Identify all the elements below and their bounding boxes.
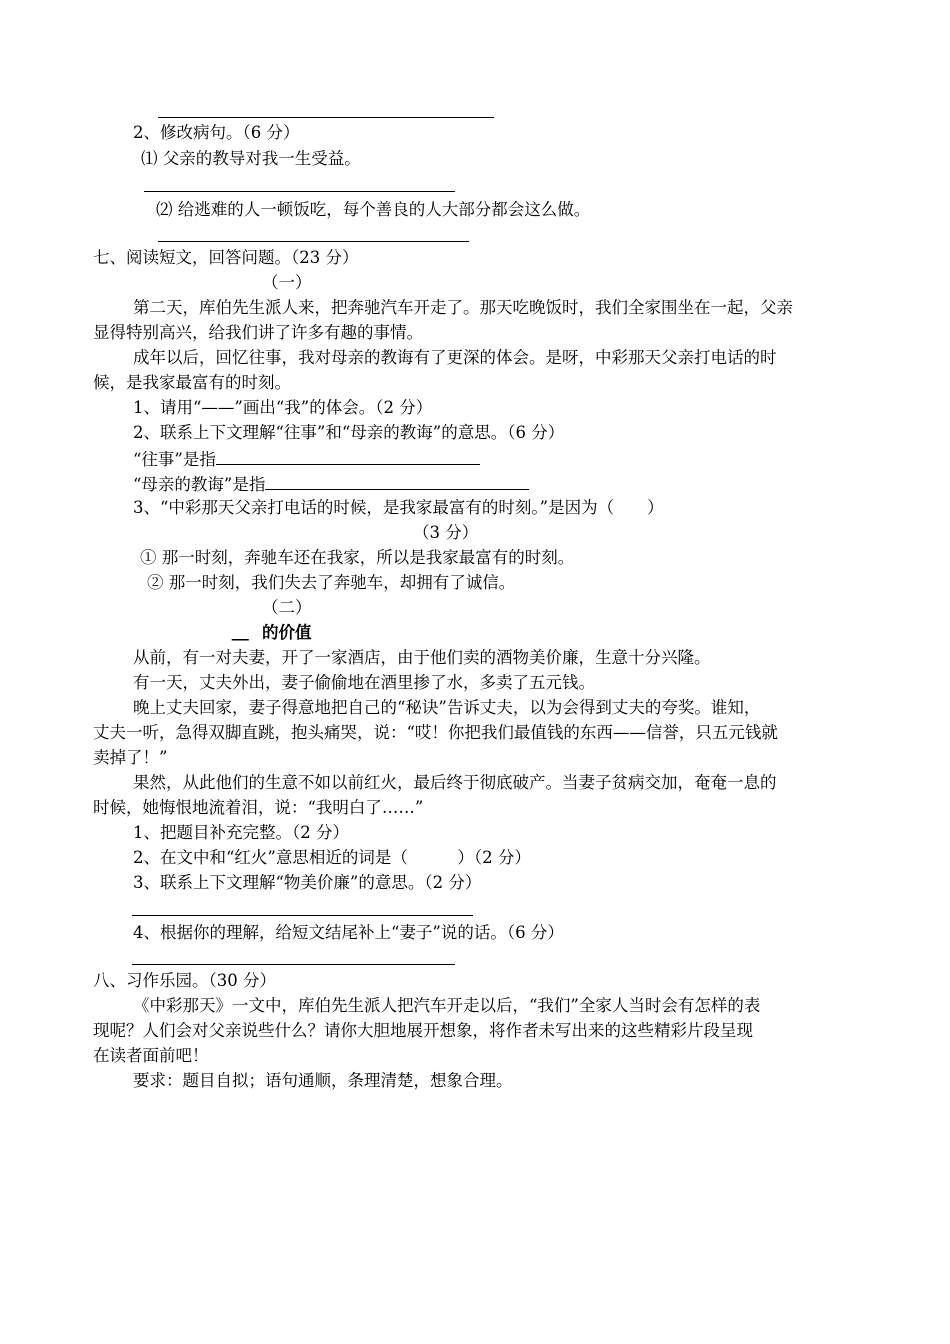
story-paragraph: 晚上丈夫回家，妻子得意地把自己的“秘诀”告诉丈夫，以为会得到丈夫的夸奖。谁知， — [133, 698, 761, 717]
answer-line[interactable] — [132, 915, 473, 916]
question-2-answer-a — [133, 447, 480, 471]
section-7-title: 七、阅读短文，回答问题。（23 分） — [93, 248, 359, 267]
passage-1-line: 成年以后，回忆往事，我对母亲的教诲有了更深的体会。是呀，中彩那天父亲打电话的时 — [133, 348, 777, 367]
answer-prompt: “往事”是指 — [133, 450, 216, 469]
writing-prompt-line: 现呢？人们会对父亲说些什么？请你大胆地展开想象，将作者未写出来的这些精彩片段呈现 — [93, 1021, 753, 1040]
answer-prompt: “母亲的教诲”是指 — [133, 475, 266, 494]
story-paragraph: 有一天，丈夫外出，妻子偷偷地在酒里掺了水，多卖了五元钱。 — [133, 673, 595, 692]
answer-line[interactable] — [158, 241, 469, 242]
question-2-revise: 2、修改病句。（6 分） — [133, 123, 300, 142]
part-2-heading: （二） — [262, 598, 312, 617]
story-paragraph: 果然，从此他们的生意不如以前红火，最后终于彻底破产。当妻子贫病交加，奄奄一息的 — [133, 773, 777, 792]
passage-1-line: 显得特别高兴，给我们讲了许多有趣的事情。 — [93, 323, 423, 342]
answer-line[interactable] — [132, 964, 455, 965]
question-3-score: （3 分） — [413, 523, 479, 542]
question-2: 2、联系上下文理解“往事”和“母亲的教诲”的意思。（6 分） — [133, 423, 565, 442]
writing-prompt-line: 在读者面前吧！ — [93, 1046, 209, 1065]
answer-line[interactable] — [144, 191, 455, 192]
writing-requirement: 要求：题目自拟；语句通顺，条理清楚，想象合理。 — [133, 1071, 513, 1090]
story-question-1: 1、把题目补充完整。（2 分） — [133, 823, 349, 842]
question-1: 1、请用“——”画出“我”的体会。（2 分） — [133, 398, 433, 417]
passage-1-line: 第二天，库伯先生派人来，把奔驰汽车开走了。那天吃晚饭时，我们全家围坐在一起，父亲 — [133, 298, 793, 317]
question-2-answer-b — [133, 472, 529, 496]
story-paragraph: 从前，有一对夫妻，开了一家酒店，由于他们卖的酒物美价廉，生意十分兴隆。 — [133, 648, 711, 667]
story-title — [232, 622, 312, 644]
story-question-3: 3、联系上下文理解“物美价廉”的意思。（2 分） — [133, 873, 482, 892]
part-1-heading: （一） — [262, 273, 312, 292]
question-2-item-1: ⑴ 父亲的教导对我一生受益。 — [141, 149, 361, 168]
story-title-text: 的价值 — [262, 623, 312, 642]
question-2-item-2: ⑵ 给逃难的人一顿饭吃，每个善良的人大部分都会这么做。 — [156, 200, 591, 219]
story-paragraph: 时候，她悔恨地流着泪，说：“我明白了……” — [93, 798, 424, 817]
answer-line[interactable] — [158, 117, 494, 118]
story-question-4: 4、根据你的理解，给短文结尾补上“妻子”说的话。（6 分） — [133, 923, 564, 942]
story-paragraph: 卖掉了！” — [93, 748, 168, 767]
passage-1-line: 候，是我家最富有的时刻。 — [93, 373, 291, 392]
question-3: 3、“中彩那天父亲打电话的时候，是我家最富有的时刻。”是因为（ ） — [133, 498, 664, 517]
answer-blank[interactable] — [265, 472, 529, 490]
answer-blank[interactable] — [216, 447, 480, 465]
option-1: ① 那一时刻，奔驰车还在我家，所以是我家最富有的时刻。 — [140, 548, 575, 567]
option-2: ② 那一时刻，我们失去了奔驰车，却拥有了诚信。 — [147, 573, 516, 592]
story-title-blank[interactable]: ＿ — [232, 623, 249, 642]
story-question-2: 2、在文中和“红火”意思相近的词是（ ）（2 分） — [133, 848, 531, 867]
story-paragraph: 丈夫一听，急得双脚直跳，抱头痛哭，说：“哎！你把我们最值钱的东西——信誉，只五元钱就 — [93, 723, 778, 742]
section-8-title: 八、习作乐园。（30 分） — [93, 971, 276, 990]
writing-prompt-line: 《中彩那天》一文中，库伯先生派人把汽车开走以后，“我们”全家人当时会有怎样的表 — [133, 996, 761, 1015]
